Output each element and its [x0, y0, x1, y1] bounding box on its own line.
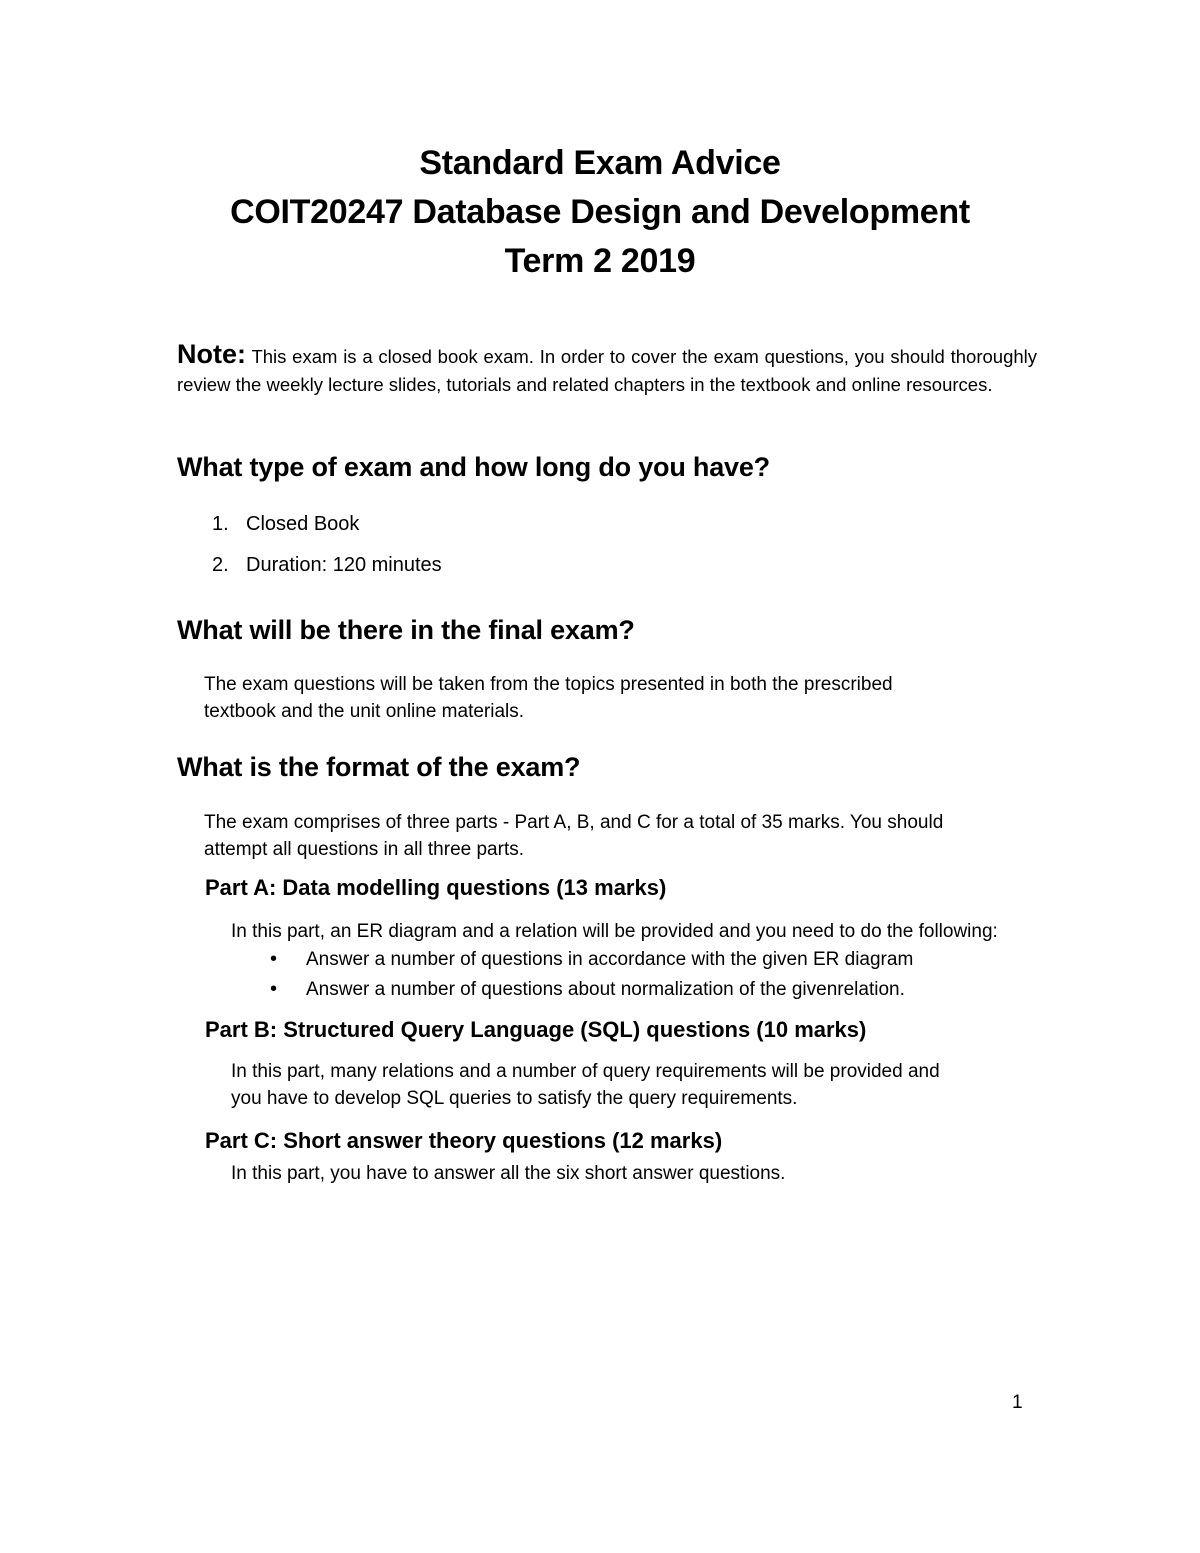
bullet-item [270, 979, 905, 999]
content-line-2: textbook and the unit online materials. [204, 701, 525, 722]
bullet-icon: • [270, 948, 278, 970]
list-item-text: Closed Book [246, 513, 360, 535]
note-label: Note: [177, 339, 246, 369]
bullet-text: Answer a number of questions in accordance with the given ER diagram [306, 949, 914, 970]
term-title: Term 2 2019 [504, 242, 696, 280]
list-item-number: 2. [212, 554, 229, 576]
part-b-line-1: In this part, many relations and a number of query requirements will be provided and [231, 1061, 940, 1082]
bullet-item [270, 949, 913, 969]
list-item-number: 1. [212, 513, 229, 535]
list-item-text: Duration: 120 minutes [246, 554, 442, 576]
list-item [212, 514, 359, 534]
format-line-1: The exam comprises of three parts - Part A, B, and C for a total of 35 marks. You should [204, 812, 944, 833]
part-b-paragraph [231, 1058, 1031, 1112]
section-heading-exam-type: What type of exam and how long do you have? [177, 452, 770, 482]
note-text: This exam is a closed book exam. In order to cover the exam questions, you should thoroughly review the weekly lecture slides, tutorials and related chapters in the textbook and online resources. [177, 346, 1038, 395]
page-number: 1 [1012, 1392, 1023, 1413]
section-heading-exam-content: What will be there in the final exam? [177, 615, 635, 645]
page-title: Standard Exam Advice [419, 144, 781, 182]
content-paragraph [204, 671, 1004, 725]
part-c-paragraph: In this part, you have to answer all the six short answer questions. [231, 1163, 786, 1184]
format-paragraph [204, 809, 1004, 863]
part-b-line-2: you have to develop SQL queries to satisfy the query requirements. [231, 1088, 798, 1109]
bullet-icon: • [270, 978, 278, 1000]
part-b-heading: Part B: Structured Query Language (SQL) questions (10 marks) [205, 1017, 867, 1042]
course-title: COIT20247 Database Design and Development [230, 193, 970, 231]
note-paragraph [177, 340, 1037, 399]
section-heading-exam-format: What is the format of the exam? [177, 752, 581, 782]
format-line-2: attempt all questions in all three parts. [204, 839, 525, 860]
part-a-heading: Part A: Data modelling questions (13 marks) [205, 875, 667, 900]
bullet-text: Answer a number of questions about normalization of the givenrelation. [306, 979, 905, 1000]
content-line-1: The exam questions will be taken from the topics presented in both the prescribed [204, 674, 893, 695]
list-item [212, 555, 442, 575]
part-c-heading: Part C: Short answer theory questions (12 marks) [205, 1128, 723, 1153]
part-a-intro: In this part, an ER diagram and a relation will be provided and you need to do the following: [231, 921, 998, 942]
